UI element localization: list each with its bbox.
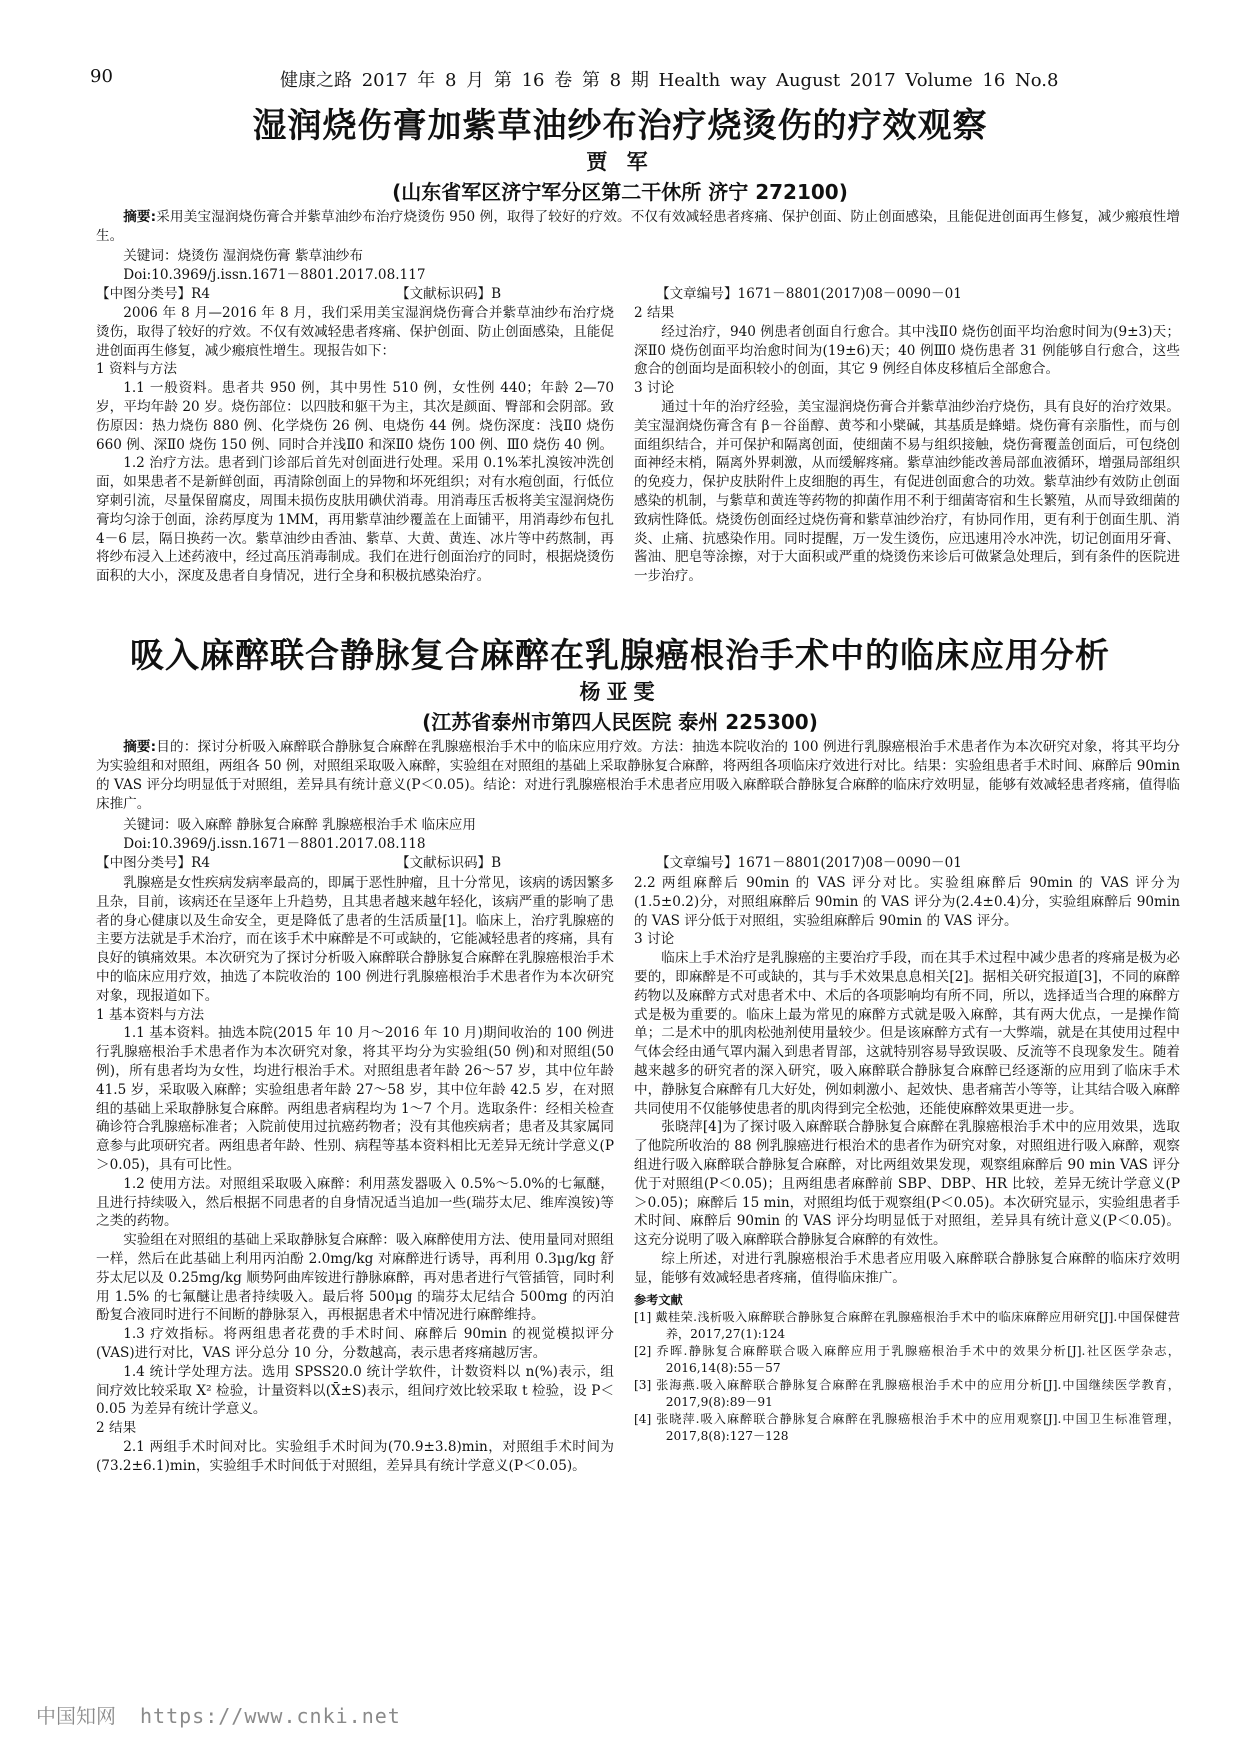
paragraph: 1.4 统计学处理方法。选用 SPSS20.0 统计学软件，计数资料以 n(%)表示，组间疗效比较采取 X² 检验，计量资料以(X̄±S)表示，组间疗效比较采取 t 检验，设 P＜0.05 为差异有统计学意义。 xyxy=(96,1363,614,1418)
article2-classification xyxy=(96,854,1180,874)
reference-item: [2] 乔晖.静脉复合麻醉联合吸入麻醉应用于乳腺癌根治手术中的效果分析[J].社区医学杂志，2016,14(8):55－57 xyxy=(634,1343,1180,1375)
article1-left-column xyxy=(96,304,614,604)
article2-doi: Doi:10.3969/j.issn.1671－8801.2017.08.118 xyxy=(123,836,426,852)
reference-item: [1] 戴桂荣.浅析吸入麻醉联合静脉复合麻醉在乳腺癌根治手术中的临床麻醉应用研究[J].中国保健营养，2017,27(1):124 xyxy=(634,1309,1180,1341)
paragraph: 实验组在对照组的基础上采取静脉复合麻醉：吸入麻醉使用方法、使用量同对照组一样，然后在此基础上利用丙泊酚 2.0mg/kg 对麻醉进行诱导，再利用 0.3μg/kg 舒芬太尼以及 0.25mg/kg 顺势阿曲库铵进行静脉麻醉，再对患者进行气管插管，同时利用 1.5% 的七氟醚让患者持续吸入。最后将 500μg 的瑞芬太尼结合 500mg 的丙泊酚复合液同时进行不间断的静脉泵入，再根据患者术中情况进行麻醉维持。 xyxy=(96,1232,614,1324)
paragraph: 1.2 使用方法。对照组采取吸入麻醉：利用蒸发器吸入 0.5%～5.0%的七氟醚，且进行持续吸入，然后根据不同患者的自身情况适当追加一些(瑞芬太尼、维库溴铵)等之类的药物。 xyxy=(96,1175,614,1230)
section-heading: 2 结果 xyxy=(96,1420,137,1437)
class-number: 【中图分类号】R4 xyxy=(96,286,211,302)
article1-classification xyxy=(96,285,1180,305)
paragraph: 乳腺癌是女性疾病发病率最高的，即属于恶性肿瘤，且十分常见，该病的诱因繁多且杂，目前，该病还在呈逐年上升趋势，且其患者越来越年轻化，该病严重的影响了患者的身心健康以及生命安全，更是降低了患者的生活质量[1]。临床上，治疗乳腺癌的主要方法就是手术治疗，而在该手术中麻醉是不可或缺的，它能减轻患者的疼痛，具有良好的镇痛效果。本次研究为了探讨分析吸入麻醉联合静脉复合麻醉在乳腺癌根治手术中的临床应用疗效，抽选了本院收治的 100 例进行乳腺癌根治手术患者作为本次研究对象，现报道如下。 xyxy=(96,875,614,1004)
paragraph: 张晓萍[4]为了探讨吸入麻醉联合静脉复合麻醉在乳腺癌根治手术中的应用效果，选取了他院所收治的 88 例乳腺癌进行根治术的患者作为研究对象，对照组进行吸入麻醉，观察组进行吸入麻醉联合静脉复合麻醉，对比两组效果发现，观察组麻醉后 90 min VAS 评分优于对照组(P＜0.05)；且两组患者麻醉前 SBP、DBP、HR 比较，差异无统计学意义(P＞0.05)；麻醉后 15 min，对照组均低于观察组(P＜0.05)。本次研究显示，实验组患者手术时间、麻醉后 90min 的 VAS 评分均明显低于对照组，差异具有统计意义(P＜0.05)。这充分说明了吸入麻醉联合静脉复合麻醉的有效性。 xyxy=(634,1119,1180,1249)
article2-left-column xyxy=(96,874,614,1474)
document-code: 【文献标识码】B xyxy=(396,855,502,871)
paragraph: 2.2 两组麻醉后 90min 的 VAS 评分对比。实验组麻醉后 90min 的 VAS 评分为(1.5±0.2)分，对照组麻醉后 90min 的 VAS 评分为(2.4±0.4)分，实验组麻醉后 90min 的 VAS 评分低于对照组，实验组麻醉后 90min 的 VAS 评分。 xyxy=(634,875,1180,929)
article2-right-column xyxy=(634,874,1180,1484)
section-heading: 3 讨论 xyxy=(634,931,675,948)
article1-abstract xyxy=(96,208,1180,246)
abstract-text: 采用美宝湿润烧伤膏合并紫草油纱布治疗烧烫伤 950 例，取得了较好的疗效。不仅有效减轻患者疼痛、保护创面、防止创面感染，且能促进创面再生修复，减少瘢痕性增生。 xyxy=(96,209,1181,244)
cnki-watermark xyxy=(36,1700,401,1729)
paragraph: 经过治疗，940 例患者创面自行愈合。其中浅Ⅱ0 烧伤创面平均治愈时间为(9±3)天；深Ⅱ0 烧伤创面平均治愈时间为(19±6)天；40 例Ⅲ0 烧伤患者 31 例能够自行愈合，这些愈合的创面均是面积较小的创面，其它 9 例经自体皮移植后全部愈合。 xyxy=(634,323,1180,378)
references xyxy=(634,1292,1180,1445)
abstract-text: 目的：探讨分析吸入麻醉联合静脉复合麻醉在乳腺癌根治手术中的临床应用疗效。方法：抽选本院收治的 100 例进行乳腺癌根治手术患者作为本次研究对象，将其平均分为实验组和对照组，两组各 50 例，对照组采取吸入麻醉，实验组在对照组的基础上采取静脉复合麻醉，将两组各项临床疗效进行对比。结果：实验组患者手术时间、麻醉后 90min 的 VAS 评分均明显低于对照组，差异具有统计意义(P＜0.05)。结论：对进行乳腺癌根治手术患者应用吸入麻醉联合静脉复合麻醉的临床疗效明显，能够有效减轻患者疼痛，值得临床推广。 xyxy=(96,739,1181,812)
watermark-url: https://www.cnki.net xyxy=(140,1704,401,1728)
paragraph: 1.2 治疗方法。患者到门诊部后首先对创面进行处理。采用 0.1%苯扎溴铵冲洗创面，如果患者不是新鲜创面，再清除创面上的异物和坏死组织；对有水疱创面，行低位穿刺引流，尽量保留腐皮，周围未损伤皮肤用碘伏消毒。用消毒压舌板将美宝湿润烧伤膏均匀涂于创面，涂药厚度为 1MM，再用紫草油纱覆盖在上面铺平，用消毒纱布包扎 4－6 层，隔日换药一次。紫草油纱由香油、紫草、大黄、黄连、冰片等中药熬制，再将纱布浸入上述药液中，经过高压消毒制成。我们在进行创面治疗的同时，根据烧烫伤面积的大小，深度及患者自身情况，进行全身和积极抗感染治疗。 xyxy=(96,455,614,585)
page-number: 90 xyxy=(90,66,113,87)
article-number: 【文章编号】1671－8801(2017)08－0090－01 xyxy=(656,855,962,871)
article2-author: 杨亚雯 xyxy=(579,680,661,704)
reference-item: [3] 张海燕.吸入麻醉联合静脉复合麻醉在乳腺癌根治手术中的应用分析[J].中国继续医学教育，2017,9(8):89－91 xyxy=(634,1377,1180,1409)
article2-affiliation: (江苏省泰州市第四人民医院 泰州 225300) xyxy=(422,710,818,734)
paragraph: 1.3 疗效指标。将两组患者花费的手术时间、麻醉后 90min 的视觉模拟评分(VAS)进行对比，VAS 评分总分 10 分，分数越高，表示患者疼痛越厉害。 xyxy=(96,1326,614,1361)
article1-title: 湿润烧伤膏加紫草油纱布治疗烧烫伤的疗效观察 xyxy=(252,106,988,146)
section-heading: 1 基本资料与方法 xyxy=(96,1006,205,1023)
article-number: 【文章编号】1671－8801(2017)08－0090－01 xyxy=(656,286,962,302)
article2-title: 吸入麻醉联合静脉复合麻醉在乳腺癌根治手术中的临床应用分析 xyxy=(130,636,1110,676)
paragraph: 通过十年的治疗经验，美宝湿润烧伤膏合并紫草油纱治疗烧伤，具有良好的治疗效果。美宝湿润烧伤膏含有 β－谷甾醇、黄芩和小檗碱，其基质是蜂蜡。烧伤膏有亲脂性，而与创面组织结合，并可保护和隔离创面，使细菌不易与组织接触，烧伤膏覆盖创面后，可包绕创面神经末梢，隔离外界刺激，从而缓解疼痛。紫草油纱能改善局部血液循环，增强局部组织的免疫力，保护皮肤附件上皮细胞的再生，有促进创面愈合的功效。紫草油纱有效防止创面感染的机制，与紫草和黄连等药物的抑菌作用不利于细菌寄宿和生长繁殖，从而导致细菌的致病性降低。烧烫伤创面经过烧伤膏和紫草油纱治疗，有协同作用，更有利于创面生肌、消炎、止痛、抗感染作用。同时提醒，万一发生烫伤，应迅速用冷水冲洗，切记创面用牙膏、酱油、肥皂等涂擦，对于大面积或严重的烧烫伤来诊后可做紧急处理后，到有条件的医院进一步治疗。 xyxy=(634,398,1180,585)
reference-item: [4] 张晓萍.吸入麻醉联合静脉复合麻醉在乳腺癌根治手术中的应用观察[J].中国卫生标准管理，2017,8(8):127－128 xyxy=(634,1411,1180,1443)
paragraph: 1.1 一般资料。患者共 950 例，其中男性 510 例，女性例 440；年龄 2—70 岁，平均年龄 20 岁。烧伤部位：以四肢和躯干为主，其次是颜面、臀部和会阴部。致伤原因：热力烧伤 880 例、化学烧伤 26 例、电烧伤 44 例。烧伤深度：浅Ⅱ0 烧伤 660 例、深Ⅱ0 烧伤 150 例、同时合并浅Ⅱ0 和深Ⅱ0 烧伤 100 例、Ⅲ0 烧伤 40 例。 xyxy=(96,380,614,453)
article1-doi: Doi:10.3969/j.issn.1671－8801.2017.08.117 xyxy=(123,267,426,283)
section-heading: 2 结果 xyxy=(634,305,675,321)
article1-author: 贾 军 xyxy=(586,150,654,174)
section-heading: 3 讨论 xyxy=(634,380,675,397)
article1-affiliation: (山东省军区济宁军分区第二干休所 济宁 272100) xyxy=(392,180,848,204)
article1-right-column xyxy=(634,304,1180,604)
article1-keywords: 关键词：烧烫伤 湿润烧伤膏 紫草油纱布 xyxy=(123,248,363,264)
abstract-label: 摘要: xyxy=(123,209,157,225)
paragraph: 2006 年 8 月—2016 年 8 月，我们采用美宝湿润烧伤膏合并紫草油纱布治疗烧烫伤，取得了较好的疗效。不仅有效减轻患者疼痛、保护创面、防止创面感染，且能促进创面再生修复，减少瘢痕性增生。现报告如下： xyxy=(96,305,614,359)
abstract-label: 摘要: xyxy=(123,739,157,755)
running-header xyxy=(90,62,1180,92)
journal-citation-line: 健康之路 2017 年 8 月 第 16 卷 第 8 期 Health way August 2017 Volume 16 No.8 xyxy=(280,70,1059,91)
paragraph: 综上所述，对进行乳腺癌根治手术患者应用吸入麻醉联合静脉复合麻醉的临床疗效明显，能够有效减轻患者疼痛，值得临床推广。 xyxy=(634,1250,1180,1286)
section-heading: 1 资料与方法 xyxy=(96,361,177,378)
article2-abstract xyxy=(96,738,1180,814)
references-heading: 参考文献 xyxy=(634,1292,683,1307)
paragraph: 2.1 两组手术时间对比。实验组手术时间为(70.9±3.8)min，对照组手术时间为(73.2±6.1)min，实验组手术时间低于对照组，差异具有统计学意义(P＜0.05)。 xyxy=(96,1438,614,1474)
document-code: 【文献标识码】B xyxy=(396,286,502,302)
article2-keywords: 关键词：吸入麻醉 静脉复合麻醉 乳腺癌根治手术 临床应用 xyxy=(123,817,476,833)
paragraph: 临床上手术治疗是乳腺癌的主要治疗手段，而在其手术过程中减少患者的疼痛是极为必要的，即麻醉是不可或缺的，其与手术效果息息相关[2]。据相关研究报道[3]，不同的麻醉药物以及麻醉方式对患者术中、术后的各项影响均有所不同，所以，选择适当合理的麻醉方式是极为重要的。临床上最为常见的麻醉方式就是吸入麻醉，其有两大优点，一是操作简单；二是术中的肌肉松弛剂使用量较少。但是该麻醉方式有一大弊端，就是在其使用过程中气体会经由通气罩内漏入到患者胃部，这就特别容易导致误吸、反流等不良现象发生。随着越来越多的研究者的深入研究，吸入麻醉联合静脉复合麻醉已经逐渐的应用到了临床手术中，静脉复合麻醉有几大好处，例如刺激小、起效快、患者痛苦小等等，让其结合吸入麻醉共同使用不仅能够使患者的肌肉得到完全松弛，还能使麻醉效果更进一步。 xyxy=(634,950,1180,1117)
paragraph: 1.1 基本资料。抽选本院(2015 年 10 月～2016 年 10 月)期间收治的 100 例进行乳腺癌根治手术患者作为本次研究对象，将其平均分为实验组(50 例)和对照组(50 例)，所有患者均为女性，均进行根治手术。对照组患者年龄 26～57 岁，其中位年龄 41.5 岁，采取吸入麻醉；实验组患者年龄 27～58 岁，其中位年龄 42.5 岁，在对照组的基础上采取静脉复合麻醉。两组患者病程均为 1～7 个月。选取条件：经相关检查确诊符合乳腺癌标准者；入院前使用过抗癌药物者；没有其他疾病者；患者及其家属同意参与此项研究者。两组患者年龄、性别、病程等基本资料相比无差异无统计学意义(P＞0.05)，具有可比性。 xyxy=(96,1025,614,1173)
watermark-site-name: 中国知网 xyxy=(36,1704,116,1728)
class-number: 【中图分类号】R4 xyxy=(96,855,211,871)
